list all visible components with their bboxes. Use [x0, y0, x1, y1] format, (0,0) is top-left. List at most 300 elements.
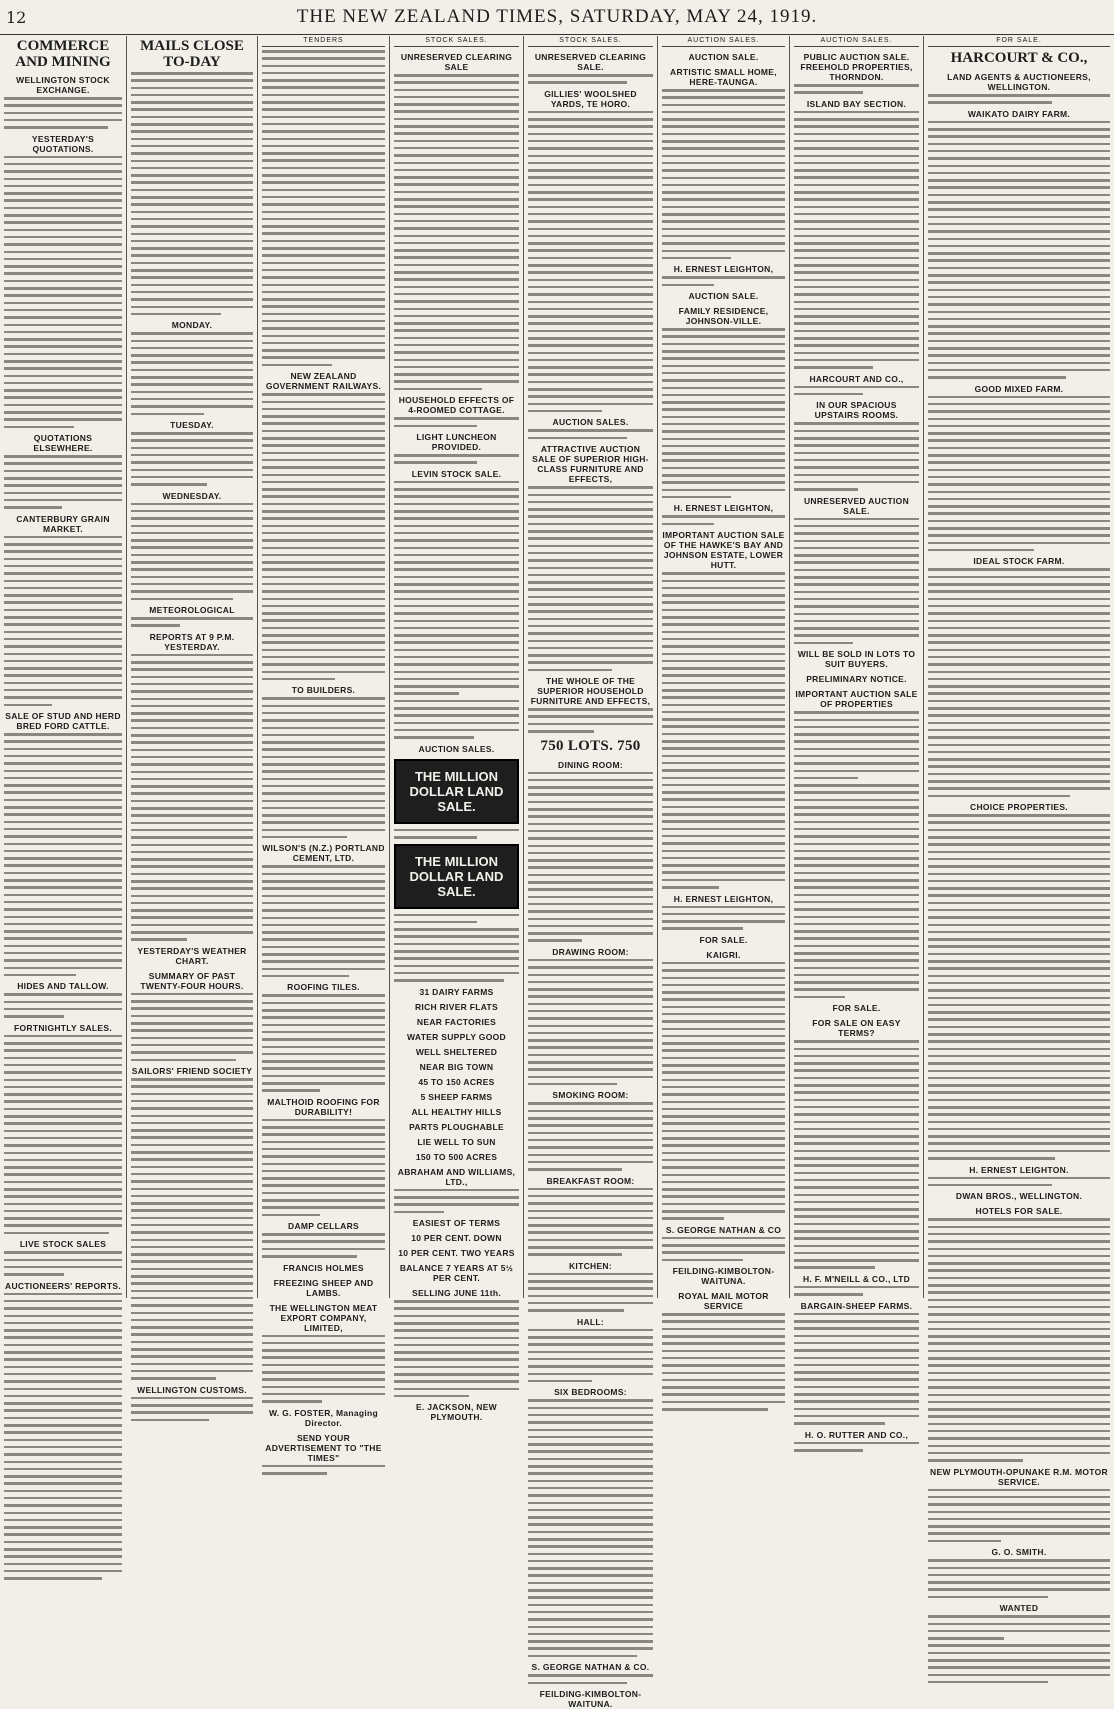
body-text-line	[928, 376, 1066, 379]
body-text-line	[131, 1136, 253, 1139]
article-block	[262, 1433, 385, 1475]
body-text-line	[794, 474, 919, 477]
body-text-line	[131, 931, 253, 934]
article-block	[394, 1092, 519, 1102]
body-text-line	[4, 580, 122, 583]
body-text-line	[794, 430, 919, 433]
article-heading: MALTHOID ROOFING FOR DURABILITY!	[267, 1096, 380, 1117]
article-block	[131, 971, 253, 1061]
body-text-line	[928, 1630, 1110, 1633]
body-text-line	[394, 249, 519, 252]
body-text-line	[928, 94, 1110, 97]
article-block	[794, 496, 919, 645]
body-text-line	[131, 1370, 253, 1373]
article-heading: LAND AGENTS & AUCTIONEERS, WELLINGTON.	[947, 72, 1091, 92]
body-text-line	[4, 821, 122, 824]
body-text-line	[794, 422, 919, 425]
article-block	[794, 1430, 919, 1452]
body-text-line	[394, 612, 519, 615]
body-text-line	[4, 1108, 122, 1111]
body-text-line	[794, 1084, 919, 1087]
body-text-line	[928, 281, 1110, 284]
body-text-line	[4, 229, 122, 232]
body-text-line	[262, 938, 385, 941]
body-text-line	[794, 835, 919, 838]
body-text-line	[394, 488, 519, 491]
body-text-line	[4, 1217, 122, 1220]
body-text-line	[4, 272, 122, 275]
body-text-line	[528, 715, 653, 718]
body-text-line	[794, 91, 863, 94]
body-text-line	[4, 455, 122, 458]
body-text-line	[262, 1349, 385, 1352]
body-text-line	[528, 1309, 624, 1312]
article-heading: RICH RIVER FLATS	[414, 1001, 499, 1012]
article-heading: AUCTION SALE.	[688, 291, 759, 302]
body-text-line	[394, 1373, 519, 1376]
article-block	[528, 947, 653, 1086]
article-heading: FEILDING-KIMBOLTON-WAITUNA.	[672, 1266, 775, 1287]
body-text-line	[262, 880, 385, 883]
body-text-line	[794, 344, 919, 347]
body-text-line	[528, 1054, 653, 1057]
body-text-line	[528, 1494, 653, 1497]
body-text-line	[131, 130, 253, 133]
body-text-line	[131, 807, 253, 810]
article-block	[662, 950, 785, 1220]
body-text-line	[4, 1351, 122, 1354]
body-text-line	[662, 857, 785, 860]
article-block	[4, 433, 122, 509]
body-text-line	[528, 910, 653, 913]
body-text-line	[4, 1409, 122, 1412]
column-header: TENDERS	[262, 36, 385, 47]
body-text-line	[262, 211, 385, 214]
body-text-line	[928, 612, 1110, 615]
body-text-line	[262, 663, 385, 666]
body-text-line	[528, 772, 653, 775]
body-text-line	[662, 747, 785, 750]
body-text-line	[4, 1329, 122, 1332]
article-block	[4, 1281, 122, 1580]
body-text-line	[528, 155, 653, 158]
body-text-line	[662, 213, 785, 216]
body-text-line	[928, 751, 1110, 754]
body-text-line	[928, 744, 1110, 747]
body-text-line	[394, 605, 519, 608]
body-text-line	[528, 903, 653, 906]
body-text-line	[662, 1159, 785, 1162]
body-text-line	[4, 280, 122, 283]
body-text-line	[4, 221, 122, 224]
body-text-line	[662, 515, 785, 518]
body-text-line	[4, 923, 122, 926]
body-text-line	[528, 1161, 653, 1164]
body-text-line	[394, 147, 519, 150]
body-text-line	[131, 376, 253, 379]
article-block	[528, 52, 653, 84]
body-text-line	[262, 1255, 357, 1258]
body-text-line	[131, 1093, 253, 1096]
body-text-line	[928, 773, 1110, 776]
body-text-line	[262, 734, 385, 737]
body-text-line	[928, 982, 1110, 985]
newspaper-title: THE NEW ZEALAND TIMES, SATURDAY, MAY 24, 1919.	[296, 6, 818, 27]
body-text-line	[928, 347, 1110, 350]
body-text-line	[528, 1039, 653, 1042]
body-text-line	[794, 322, 919, 325]
body-text-line	[4, 609, 122, 612]
body-text-line	[262, 517, 385, 520]
body-text-line	[528, 381, 653, 384]
body-text-line	[794, 937, 919, 940]
body-text-line	[928, 1313, 1110, 1316]
body-text-line	[131, 1239, 253, 1242]
body-text-line	[928, 1321, 1110, 1324]
article-block	[394, 1248, 519, 1258]
body-text-line	[4, 1482, 122, 1485]
body-text-line	[4, 674, 122, 677]
body-text-line	[131, 138, 253, 141]
body-text-line	[928, 1033, 1110, 1036]
body-text-line	[131, 1051, 253, 1054]
body-text-line	[528, 494, 653, 497]
column-banner-heading: COMMERCE AND MINING	[15, 38, 111, 70]
body-text-line	[394, 359, 519, 362]
body-text-line	[928, 1666, 1110, 1669]
body-text-line	[662, 984, 785, 987]
article-heading: NEAR FACTORIES	[416, 1016, 497, 1027]
body-text-line	[131, 454, 253, 457]
body-text-line	[4, 843, 122, 846]
body-text-line	[662, 1244, 785, 1247]
body-text-line	[4, 236, 122, 239]
body-text-line	[394, 707, 519, 710]
body-text-line	[131, 554, 253, 557]
body-text-line	[131, 880, 253, 883]
body-text-line	[528, 147, 653, 150]
article-heading: PUBLIC AUCTION SALE. FREEHOLD PROPERTIES, THORNDON.	[800, 52, 913, 82]
body-text-line	[528, 1046, 653, 1049]
body-text-line	[528, 1017, 653, 1020]
body-text-line	[262, 247, 385, 250]
body-text-line	[131, 1151, 253, 1154]
body-text-line	[131, 1144, 253, 1147]
column-1	[0, 36, 127, 1298]
body-text-line	[528, 1253, 622, 1256]
body-text-line	[4, 426, 74, 429]
body-text-line	[394, 118, 519, 121]
body-text-line	[262, 931, 385, 934]
body-text-line	[662, 769, 785, 772]
body-text-line	[928, 758, 1110, 761]
body-text-line	[262, 1119, 385, 1122]
article-block	[394, 928, 519, 982]
article-block	[662, 264, 785, 286]
body-text-line	[131, 668, 253, 671]
article-heading: SIX BEDROOMS:	[554, 1387, 627, 1398]
body-text-line	[262, 503, 385, 506]
body-text-line	[394, 132, 519, 135]
body-text-line	[262, 836, 347, 839]
body-text-line	[794, 843, 919, 846]
article-block	[262, 685, 385, 838]
body-text-line	[794, 228, 919, 231]
body-text-line	[262, 145, 385, 148]
body-text-line	[794, 1048, 919, 1051]
article-heading: H. ERNEST LEIGHTON,	[673, 264, 774, 275]
body-text-line	[662, 798, 785, 801]
article-block	[262, 371, 385, 680]
article-block	[794, 674, 919, 684]
body-text-line	[262, 525, 385, 528]
body-text-line	[131, 1282, 253, 1285]
body-text-line	[794, 857, 919, 860]
body-text-line	[394, 722, 519, 725]
body-text-line	[662, 1013, 785, 1016]
article-block	[131, 605, 253, 627]
body-text-line	[662, 147, 785, 150]
body-text-line	[262, 101, 385, 104]
body-text-line	[4, 1402, 122, 1405]
body-text-line	[262, 174, 385, 177]
body-text-line	[794, 393, 863, 396]
body-text-line	[262, 65, 385, 68]
article-heading: 45 TO 150 ACRES	[418, 1076, 495, 1087]
body-text-line	[662, 220, 785, 223]
body-text-line	[131, 1202, 253, 1205]
body-text-line	[794, 740, 919, 743]
body-text-line	[4, 1042, 122, 1045]
body-text-line	[4, 1336, 122, 1339]
body-text-line	[528, 410, 602, 413]
body-text-line	[131, 1217, 253, 1220]
article-heading: WILSON'S (N.Z.) PORTLAND CEMENT, LTD.	[262, 843, 385, 864]
article-block	[394, 1152, 519, 1162]
body-text-line	[794, 850, 919, 853]
article-block	[131, 1066, 253, 1380]
body-text-line	[794, 576, 919, 579]
body-text-line	[662, 864, 785, 867]
body-text-line	[662, 682, 785, 685]
body-text-line	[928, 663, 1110, 666]
body-text-line	[528, 1373, 653, 1376]
article-heading: FRANCIS HOLMES	[283, 1262, 364, 1273]
body-text-line	[928, 101, 1052, 104]
body-text-line	[394, 213, 519, 216]
body-text-line	[394, 154, 519, 157]
body-text-line	[794, 952, 919, 955]
body-text-line	[794, 627, 919, 630]
body-text-line	[4, 185, 122, 188]
body-text-line	[131, 909, 253, 912]
body-text-line	[262, 1400, 322, 1403]
body-text-line	[394, 1366, 519, 1369]
body-text-line	[131, 152, 253, 155]
body-text-line	[262, 727, 385, 730]
body-text-line	[662, 481, 785, 484]
body-text-line	[794, 359, 919, 362]
body-text-line	[131, 690, 253, 693]
body-text-line	[662, 1217, 724, 1220]
body-text-line	[131, 800, 253, 803]
body-text-line	[928, 1177, 1110, 1180]
body-text-line	[528, 1655, 637, 1658]
article-heading: NEAR BIG TOWN	[419, 1061, 494, 1072]
body-text-line	[928, 498, 1110, 501]
article-heading: ROYAL MAIL MOTOR SERVICE	[678, 1291, 769, 1312]
body-text-line	[394, 425, 477, 428]
body-text-line	[928, 736, 1110, 739]
article-block	[131, 946, 253, 966]
body-text-line	[262, 807, 385, 810]
body-text-line	[528, 559, 653, 562]
article-block	[662, 503, 785, 525]
article-heading: H. ERNEST LEIGHTON,	[673, 893, 774, 904]
body-text-line	[794, 620, 919, 623]
body-text-line	[662, 1174, 785, 1177]
body-text-line	[928, 1135, 1110, 1138]
body-text-line	[262, 1038, 385, 1041]
body-text-line	[928, 432, 1110, 435]
body-text-line	[662, 343, 785, 346]
body-text-line	[662, 118, 785, 121]
body-text-line	[262, 1170, 385, 1173]
body-text-line	[262, 1002, 385, 1005]
column-header: AUCTION SALES.	[662, 36, 785, 47]
body-text-line	[662, 96, 785, 99]
body-text-line	[794, 1335, 919, 1338]
body-text-line	[131, 822, 253, 825]
body-text-line	[4, 850, 122, 853]
body-text-line	[131, 887, 253, 890]
body-text-line	[662, 696, 785, 699]
article-heading: ATTRACTIVE AUCTION SALE OF SUPERIOR HIGH-CLASS FURNITURE AND EFFECTS,	[532, 444, 649, 485]
body-text-line	[928, 318, 1110, 321]
body-text-line	[262, 917, 385, 920]
body-text-line	[262, 108, 385, 111]
body-text-line	[794, 561, 919, 564]
body-text-line	[794, 1069, 919, 1072]
article-block	[262, 50, 385, 366]
body-text-line	[662, 813, 785, 816]
body-text-line	[528, 1443, 653, 1446]
article-block	[4, 75, 122, 129]
body-text-line	[794, 1164, 919, 1167]
body-text-line	[928, 274, 1110, 277]
body-text-line	[4, 324, 122, 327]
body-text-line	[794, 1215, 919, 1218]
body-text-line	[394, 1380, 519, 1383]
body-text-line	[794, 1245, 919, 1248]
body-text-line	[4, 828, 122, 831]
body-text-line	[262, 960, 385, 963]
body-text-line	[131, 1059, 236, 1062]
body-text-line	[662, 653, 785, 656]
body-text-line	[794, 1442, 919, 1445]
body-text-line	[131, 284, 253, 287]
body-text-line	[131, 1166, 253, 1169]
body-text-line	[4, 382, 122, 385]
body-text-line	[262, 196, 385, 199]
body-text-line	[394, 162, 519, 165]
body-text-line	[794, 1135, 919, 1138]
body-text-line	[4, 360, 122, 363]
body-text-line	[794, 84, 919, 87]
article-heading: E. JACKSON, NEW PLYMOUTH.	[415, 1402, 497, 1423]
article-block	[394, 1167, 519, 1213]
body-text-line	[662, 927, 743, 930]
body-text-line	[394, 517, 519, 520]
body-text-line	[262, 269, 385, 272]
body-text-line	[394, 286, 519, 289]
body-text-line	[131, 858, 253, 861]
body-text-line	[662, 235, 785, 238]
body-text-line	[794, 330, 919, 333]
body-text-line	[528, 523, 653, 526]
body-text-line	[4, 631, 122, 634]
body-text-line	[131, 1246, 253, 1249]
body-text-line	[4, 1577, 102, 1580]
body-text-line	[662, 791, 785, 794]
body-text-line	[4, 1100, 122, 1103]
body-text-line	[794, 894, 919, 897]
article-block	[262, 1097, 385, 1216]
article-block	[928, 1191, 1110, 1201]
article-heading: HARCOURT AND CO.,	[809, 373, 904, 384]
body-text-line	[794, 264, 919, 267]
body-text-line	[262, 342, 385, 345]
body-text-line	[394, 568, 519, 571]
body-text-line	[794, 169, 919, 172]
body-text-line	[4, 309, 122, 312]
body-text-line	[662, 1188, 785, 1191]
column-header: STOCK SALES.	[394, 36, 519, 47]
body-text-line	[928, 216, 1110, 219]
body-text-line	[394, 227, 519, 230]
body-text-line	[528, 1273, 653, 1276]
body-text-line	[528, 271, 653, 274]
body-text-line	[262, 1177, 385, 1180]
body-text-line	[528, 1217, 653, 1220]
body-text-line	[131, 225, 253, 228]
body-text-line	[928, 707, 1110, 710]
body-text-line	[131, 276, 253, 279]
body-text-line	[662, 879, 785, 882]
body-text-line	[4, 1519, 122, 1522]
body-text-line	[928, 836, 1110, 839]
body-text-line	[4, 623, 122, 626]
body-text-line	[131, 405, 253, 408]
body-text-line	[928, 1121, 1110, 1124]
body-text-line	[131, 771, 253, 774]
body-text-line	[528, 603, 653, 606]
article-block	[662, 530, 785, 888]
body-text-line	[394, 641, 519, 644]
body-text-line	[262, 1465, 385, 1468]
body-text-line	[4, 799, 122, 802]
body-text-line	[262, 138, 385, 141]
body-text-line	[262, 865, 385, 868]
body-text-line	[662, 1350, 785, 1353]
body-text-line	[4, 1468, 122, 1471]
body-text-line	[928, 843, 1110, 846]
body-text-line	[528, 1295, 653, 1298]
body-text-line	[4, 1293, 122, 1296]
body-text-line	[528, 552, 653, 555]
body-text-line	[394, 1211, 444, 1214]
column-3	[258, 36, 390, 1463]
